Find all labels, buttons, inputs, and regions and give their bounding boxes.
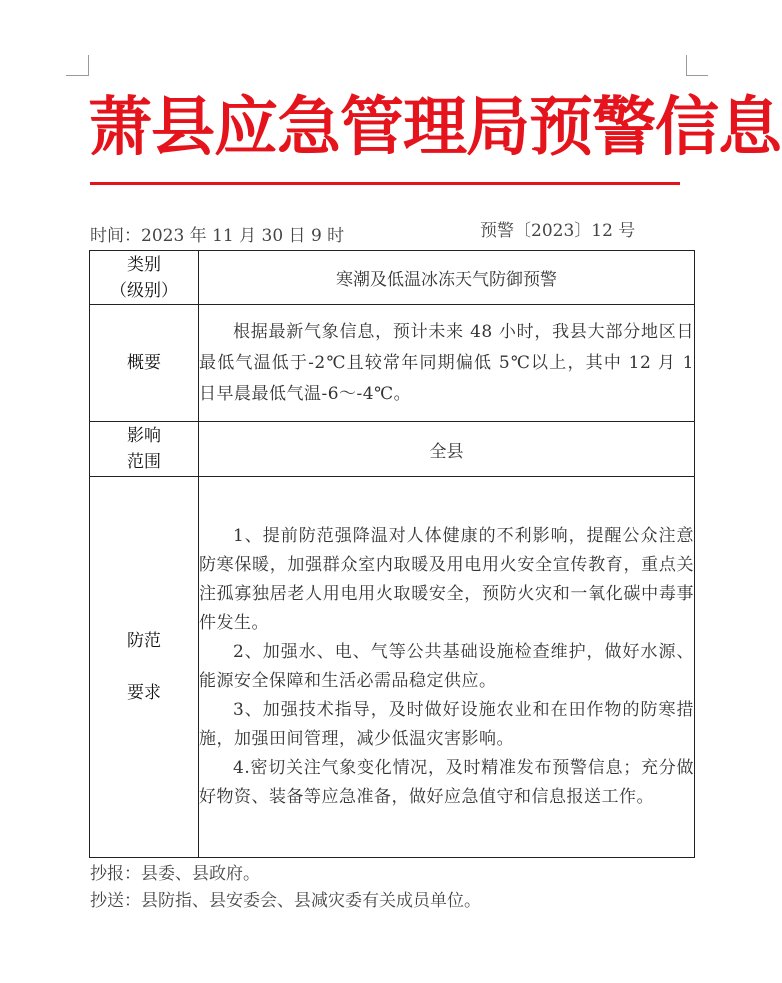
send-to-line: 抄送：县防指、县安委会、县减灾委有关成员单位。 <box>90 891 481 911</box>
requirement-item-4: 4.密切关注气象变化情况，及时精准发布预警信息；充分做好物资、装备等应急准备，做好应急值守和信息报送工作。 <box>199 758 694 807</box>
scope-label-line2: 范围 <box>127 452 161 472</box>
table-row-requirements <box>90 477 695 858</box>
requirements-cell <box>199 477 695 858</box>
crop-mark-top-left-horizontal <box>66 75 88 76</box>
requirement-item-1: 1、提前防范强降温对人体健康的不利影响，提醒公众注意防寒保暖，加强群众室内取暖及用电用火安全宣传教育，重点关注孤寡独居老人用电用火取暖安全，预防火灾和一氧化碳中毒事件发生。 <box>199 526 694 633</box>
table-row-summary <box>90 305 695 422</box>
summary-cell <box>199 305 695 422</box>
scope-label <box>90 422 199 477</box>
requirement-item-3: 3、加强技术指导，及时做好设施农业和在田作物的防寒措施，加强田间管理，减少低温灾害影响。 <box>199 700 694 749</box>
category-label <box>90 251 199 305</box>
summary-label: 概要 <box>90 305 199 422</box>
warning-table <box>89 250 695 858</box>
table-row-scope <box>90 422 695 477</box>
issue-time: 时间：2023 年 11 月 30 日 9 时 <box>90 226 345 246</box>
table-row-category <box>90 251 695 305</box>
category-label-line2: （级别） <box>110 280 178 301</box>
summary-text: 根据最新气象信息，预计未来 48 小时，我县大部分地区日最低气温低于-2℃且较常年同期偏低 5℃以上，其中 12 月 1 日早晨最低气温-6～-4℃。 <box>199 321 694 404</box>
scope-label-line1: 影响 <box>127 426 161 446</box>
category-label-line1: 类别 <box>127 254 161 275</box>
requirements-label-line1: 防范 <box>127 631 161 651</box>
document-title: 萧县应急管理局预警信息 <box>88 90 781 165</box>
scope-value: 全县 <box>199 422 695 477</box>
title-red-rule <box>90 182 680 185</box>
crop-mark-top-right-horizontal <box>686 75 708 76</box>
requirement-item-2: 2、加强水、电、气等公共基础设施检查维护，做好水源、能源安全保障和生活必需品稳定供应。 <box>199 642 694 691</box>
report-to-line: 抄报：县委、县政府。 <box>90 864 260 884</box>
crop-mark-top-right-vertical <box>686 55 687 76</box>
category-value: 寒潮及低温冰冻天气防御预警 <box>199 251 695 305</box>
crop-mark-top-left-vertical <box>88 55 89 76</box>
requirements-label <box>90 477 199 858</box>
requirements-label-line2: 要求 <box>127 683 161 703</box>
warning-number: 预警〔2023〕12 号 <box>480 221 636 241</box>
